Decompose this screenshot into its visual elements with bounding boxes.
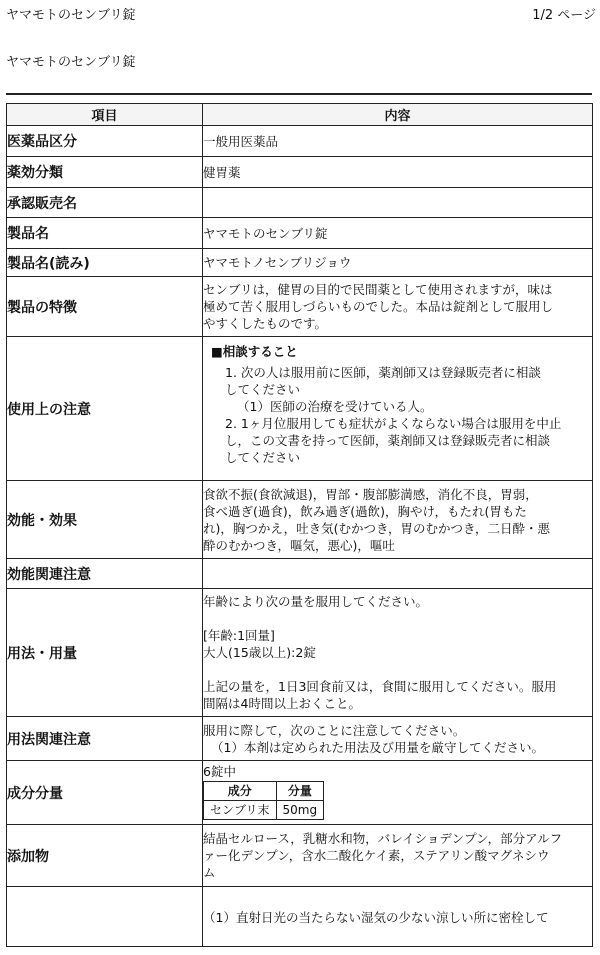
product-info-table xyxy=(6,103,593,947)
table-row xyxy=(7,277,593,337)
row-label: 成分分量 xyxy=(7,761,203,825)
row-value xyxy=(203,277,593,337)
row-label: 添加物 xyxy=(7,825,203,887)
table-row xyxy=(7,249,593,277)
row-label: 用法関連注意 xyxy=(7,717,203,761)
column-header-content: 内容 xyxy=(203,104,593,126)
row-label: 製品の特徴 xyxy=(7,277,203,337)
ingredient-intro: 6錠中 xyxy=(203,764,236,779)
page-header xyxy=(6,4,596,22)
consult-heading: ■相談すること xyxy=(211,344,298,359)
value-line: 食欲不振(食欲減退)，胃部・腹部膨満感，消化不良，胃弱， xyxy=(203,486,538,502)
value-line: （1）直射日光の当たらない湿気の少ない涼しい所に密栓して xyxy=(203,910,549,925)
row-label: 製品名(読み) xyxy=(7,249,203,277)
row-value xyxy=(203,337,593,481)
table-row xyxy=(7,717,593,761)
value-line: ヤマモトノセンブリジョウ xyxy=(203,255,352,270)
row-value xyxy=(203,589,593,717)
row-value xyxy=(203,761,593,825)
row-value xyxy=(203,188,593,218)
row-value xyxy=(203,887,593,947)
value-line: 食べ過ぎ(過食)，飲み過ぎ(過飲)，胸やけ，もたれ(胃もた xyxy=(203,503,527,519)
dosage-line: 間隔は4時間以上おくこと。 xyxy=(203,696,361,711)
caution-line: 2. 1ヶ月位服用しても症状がよくならない場合は服用を中止 xyxy=(225,416,562,431)
table-row xyxy=(7,126,593,157)
value-line: （1）本剤は定められた用法及び用量を厳守してください。 xyxy=(211,739,544,755)
header-doc-name: ヤマモトのセンブリ錠 xyxy=(6,8,136,23)
table-row xyxy=(7,188,593,218)
table-row xyxy=(7,761,593,825)
value-line: 酔のむかつき，嘔気，悪心)，嘔吐 xyxy=(203,537,395,553)
value-line: ヤマモトのセンブリ錠 xyxy=(203,225,328,241)
dosage-line: [年齢:1回量] xyxy=(203,628,275,643)
value-line: センブリは，健胃の目的で民間薬として使用されますが，味は xyxy=(203,282,553,297)
row-label: 医薬品区分 xyxy=(7,126,203,157)
caution-line: してください xyxy=(225,382,301,397)
row-value xyxy=(203,218,593,249)
row-value xyxy=(203,559,593,589)
row-label: 使用上の注意 xyxy=(7,337,203,481)
dosage-line: 年齢により次の量を服用してください。 xyxy=(203,594,429,609)
value-line: 極めて苦く服用しづらいものでした。本品は錠剤として服用し xyxy=(203,299,554,314)
ingredient-header-amount: 分量 xyxy=(276,782,324,801)
table-header-row xyxy=(7,104,593,126)
row-value xyxy=(203,249,593,277)
document-title: ヤマモトのセンブリ錠 xyxy=(6,55,136,70)
ingredient-header-name: 成分 xyxy=(204,782,277,801)
table-row xyxy=(7,887,593,947)
ingredient-name: センブリ末 xyxy=(204,801,277,820)
table-row xyxy=(7,337,593,481)
page-indicator: 1/2 ページ xyxy=(532,8,596,23)
row-value xyxy=(203,825,593,887)
row-label: 製品名 xyxy=(7,218,203,249)
row-label: 薬効分類 xyxy=(7,157,203,188)
ingredient-amount: 50mg xyxy=(276,801,324,820)
value-line: やすくしたものです。 xyxy=(203,316,328,331)
row-label: 承認販売名 xyxy=(7,188,203,218)
caution-subline: （1）医師の治療を受けている人。 xyxy=(237,399,433,414)
caution-line: してください xyxy=(225,450,301,465)
row-label xyxy=(7,887,203,947)
value-line: れ)，胸つかえ，吐き気(むかつき，胃のむかつき，二日酔・悪 xyxy=(203,520,551,536)
caution-line: 1. 次の人は服用前に医師，薬剤師又は登録販売者に相談 xyxy=(225,365,541,380)
dosage-line: 上記の量を，1日3回食前又は，食間に服用してください。服用 xyxy=(203,679,557,694)
row-value xyxy=(203,481,593,559)
row-label: 効能・効果 xyxy=(7,481,203,559)
table-row xyxy=(7,825,593,887)
row-value xyxy=(203,717,593,761)
table-row xyxy=(7,589,593,717)
table-row xyxy=(7,559,593,589)
value-line: 健胃薬 xyxy=(203,164,241,180)
ingredient-table xyxy=(203,781,324,820)
column-header-item: 項目 xyxy=(7,104,203,126)
table-row xyxy=(7,481,593,559)
value-line: 一般用医薬品 xyxy=(203,133,279,149)
value-line: ァー化デンプン，含水二酸化ケイ素，ステアリン酸マグネシウ xyxy=(203,848,550,863)
value-line: 結晶セルロース，乳糖水和物，バレイショデンプン，部分アルフ xyxy=(203,831,563,846)
value-line: 服用に際して，次のことに注意してください。 xyxy=(203,722,466,738)
table-row xyxy=(7,157,593,188)
row-label: 用法・用量 xyxy=(7,589,203,717)
row-value xyxy=(203,157,593,188)
row-value xyxy=(203,126,593,157)
value-line: ム xyxy=(203,865,216,880)
caution-line: し，この文書を持って医師，薬剤師又は登録販売者に相談 xyxy=(225,433,551,448)
dosage-line: 大人(15歳以上):2錠 xyxy=(203,645,316,660)
row-label: 効能関連注意 xyxy=(7,559,203,589)
header-rule xyxy=(6,93,592,95)
table-row xyxy=(7,218,593,249)
